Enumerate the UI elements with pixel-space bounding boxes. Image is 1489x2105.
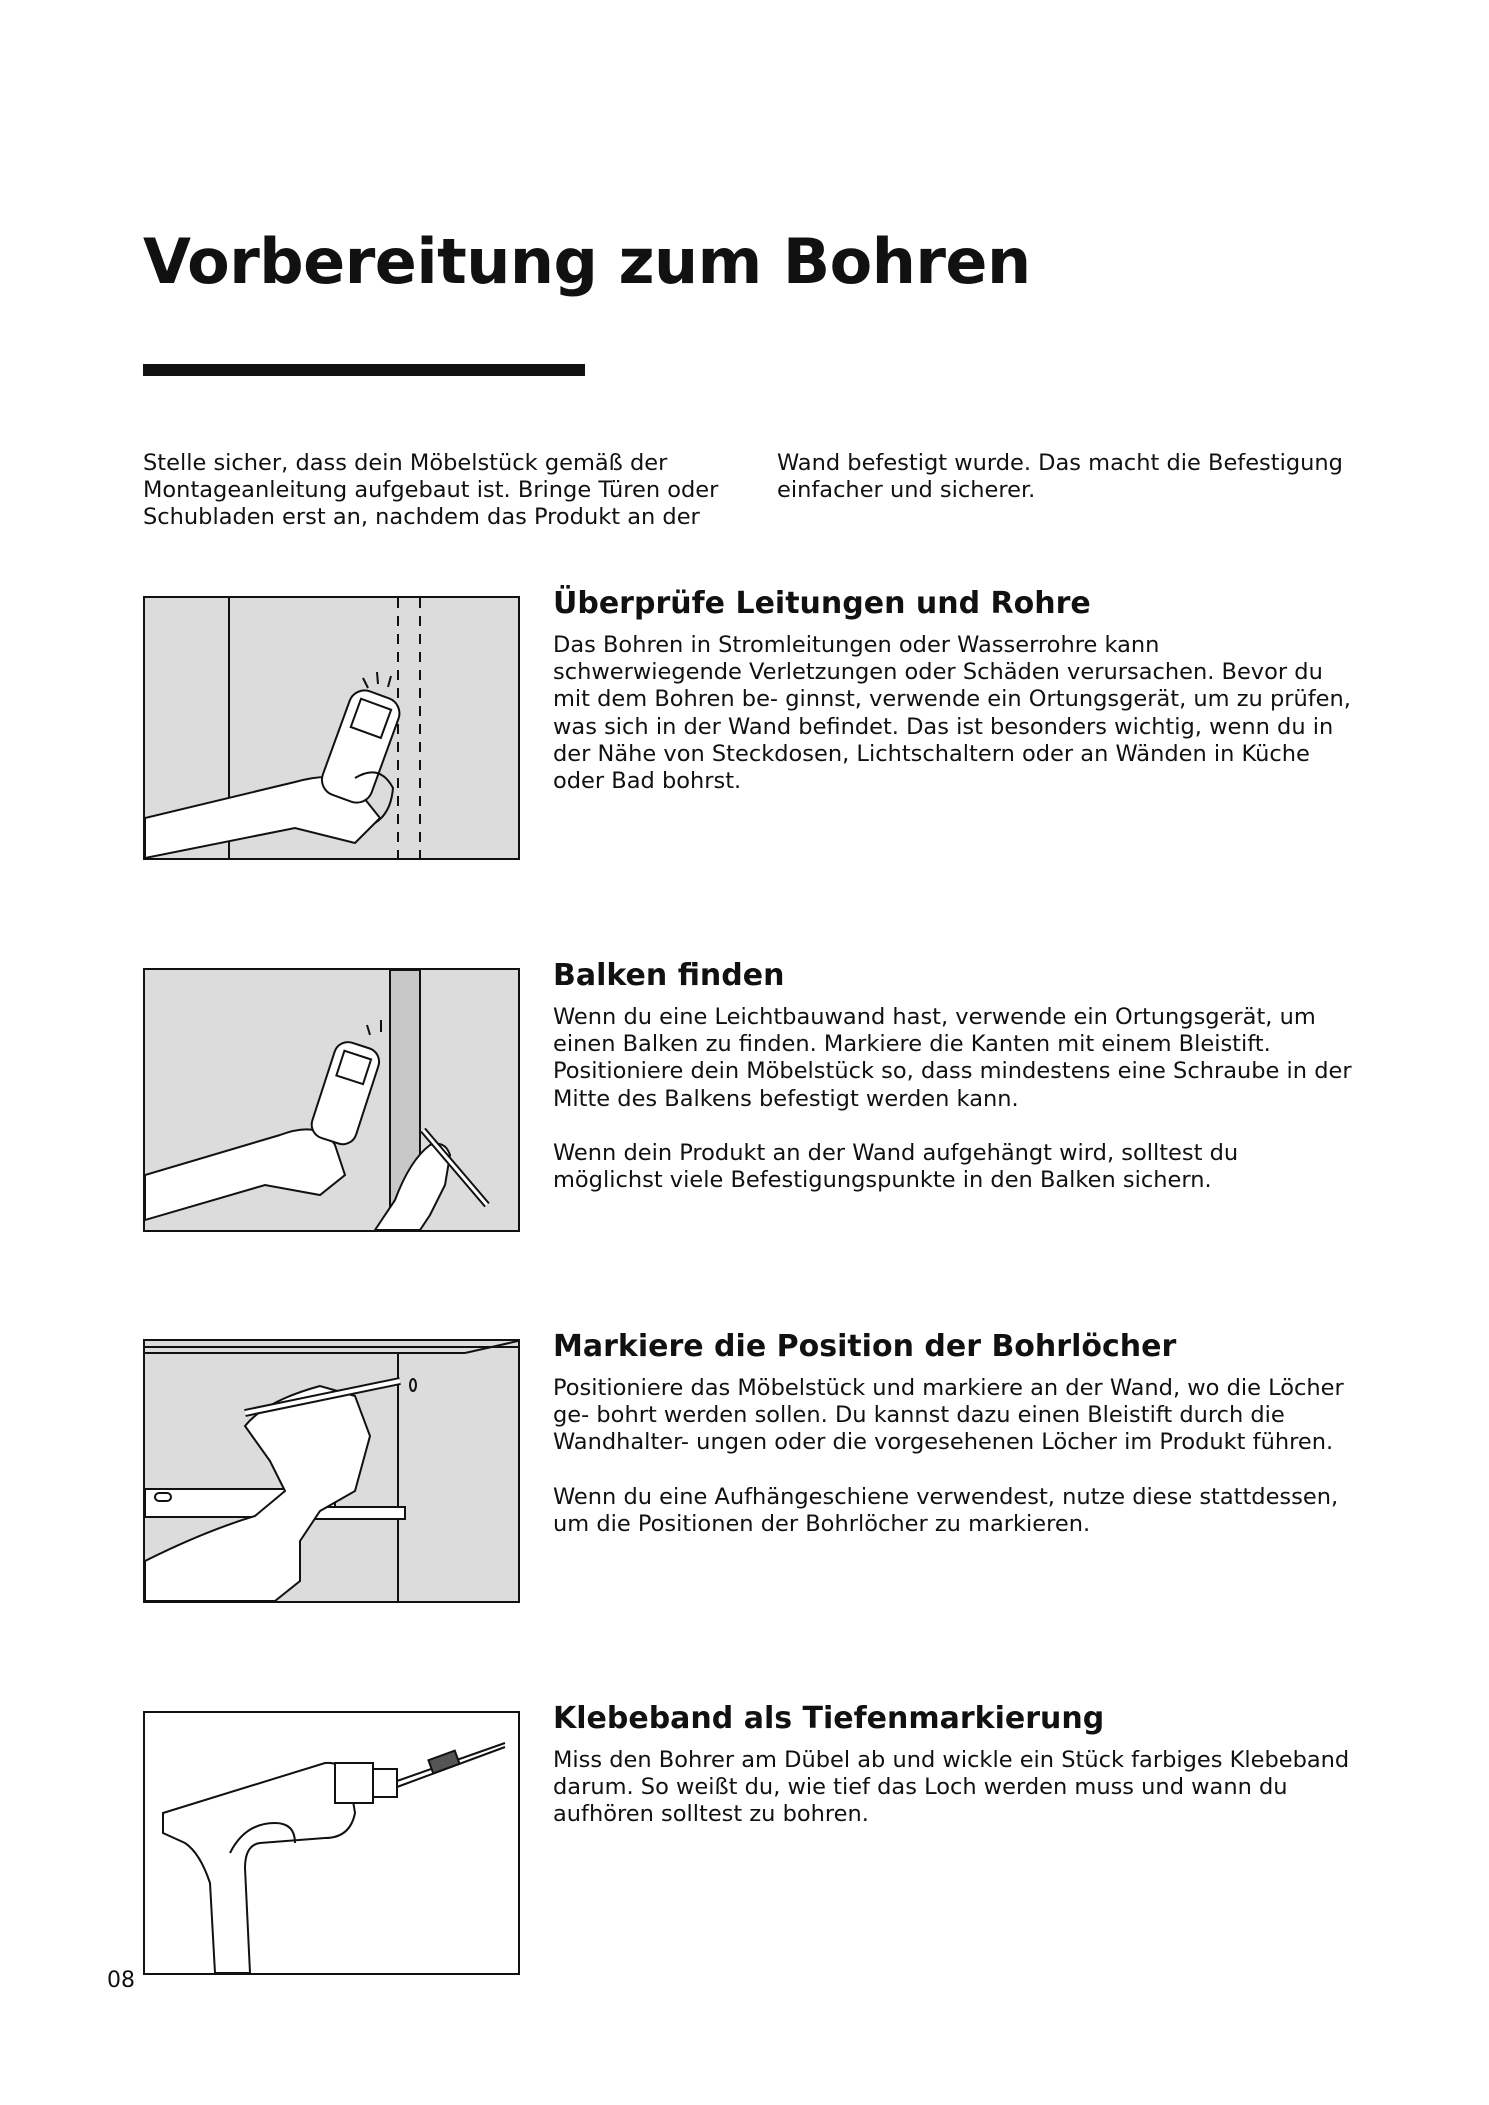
section-body: [553, 632, 1353, 822]
page-title: Vorbereitung zum Bohren: [143, 225, 1031, 298]
intro-column-1: Stelle sicher, dass dein Möbelstück gemäß der Montageanleitung aufgebaut ist. Bringe Türen oder Schubladen erst an, nachdem das Produkt an der: [143, 450, 719, 530]
section-tape-depth: [143, 1701, 1393, 1977]
illustration-drill: [143, 1711, 520, 1975]
intro-column-2: Wand befestigt wurde. Das macht die Befestigung einfacher und sicherer.: [777, 450, 1343, 503]
section-heading: Überprüfe Leitungen und Rohre: [553, 586, 1091, 621]
title-rule: [143, 364, 585, 376]
section-body: [553, 1747, 1353, 1856]
section-check-lines: [143, 586, 1393, 862]
section-heading: Balken finden: [553, 958, 785, 993]
section-heading: Markiere die Position der Bohrlöcher: [553, 1329, 1177, 1364]
section-paragraph: Das Bohren in Stromleitungen oder Wasserrohre kann schwerwiegende Verletzungen oder Schäden verursachen. Bevor du mit dem Bohren be- ginnst, verwende ein Ortungsgerät, um zu prüfen, was sich in der Wand befindet. Das ist besonders wichtig, wenn du in der Nähe von Steckdosen, Lichtschaltern oder an Wänden in Küche oder Bad bohrst.: [553, 632, 1351, 795]
section-heading: Klebeband als Tiefenmarkierung: [553, 1701, 1105, 1736]
section-paragraph: Positioniere das Möbelstück und markiere an der Wand, wo die Löcher ge- bohrt werden sollen. Du kannst dazu einen Bleistift durch die Wandhalter- ungen oder die vorgesehenen Löcher im Produkt führen.: [553, 1375, 1344, 1456]
section-paragraph: Miss den Bohrer am Dübel ab und wickle ein Stück farbiges Klebeband darum. So weißt du, wie tief das Loch werden muss und wann du aufhören solltest zu bohren.: [553, 1747, 1350, 1828]
illustration-stud-finder: [143, 968, 520, 1232]
section-find-studs: [143, 958, 1393, 1234]
section-paragraph: Wenn du eine Aufhängeschiene verwendest, nutze diese stattdessen, um die Positionen der Bohrlöcher zu markieren.: [553, 1483, 1339, 1537]
section-paragraph: Wenn dein Produkt an der Wand aufgehängt wird, solltest du möglichst viele Befestigungspunkte in den Balken sichern.: [553, 1139, 1239, 1194]
section-paragraph: Wenn du eine Leichtbauwand hast, verwende ein Ortungsgerät, um einen Balken zu finden. Markiere die Kanten mit einem Bleistift. Positioniere dein Möbelstück so, dass mindestens eine Schraube in der Mitte des Balkens befestigt werden kann.: [553, 1004, 1352, 1112]
section-body: [553, 1004, 1353, 1221]
page-number: 08: [107, 1968, 135, 1993]
illustration-mark-holes: [143, 1339, 520, 1603]
illustration-wall-scanner: [143, 596, 520, 860]
section-mark-holes: [143, 1329, 1393, 1605]
section-body: [553, 1375, 1353, 1565]
